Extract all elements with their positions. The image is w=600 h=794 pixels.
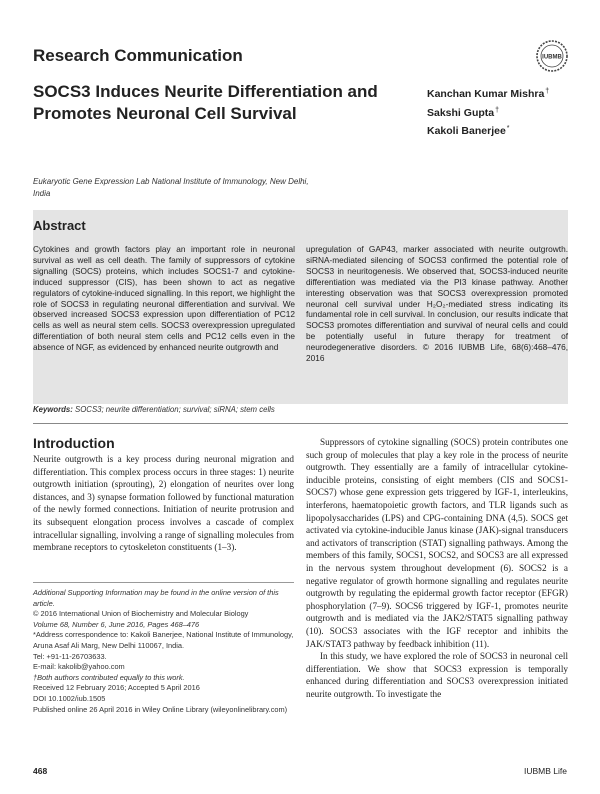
footnote: Published online 26 April 2016 in Wiley Online Library (wileyonlinelibrary.com) [33,704,288,714]
article-title: SOCS3 Induces Neurite Differentiation and Promotes Neuronal Cell Survival [33,82,378,123]
author: Sakshi Gupta† [427,106,500,119]
paragraph: Suppressors of cytokine signalling (SOCS) protein contributes one such group of molecules that play a key role in the process of neurite outgrowth. They essentially are a family of intracellular cytokine-inducible proteins, consisting of eight members (CIS and SOCS1-SOCS7) whose gene expression gets triggered by IGF-1, interleukins, interferons, haematopoietic growth factors, and TLR ligands such as lipopolysaccharides (LPS) and CPG-containing DNA (4,5). SOCS get activated via cytokine-inducible Janus kinase (JAK)-signal transducers and activators of transcription (STAT) signalling pathways. Among the members of this family, SOCS1, SOCS2, and SOCS3 are all expressed in the nervous system throughout development (6). SOCS2 is a negative regulator of growth hormone signalling and regulates neurite outgrowth by regulating the epidermal growth factor receptor (EFGR) phosphorylation (7–9). SOCS6 triggered by IGF-1, promotes neurite outgrowth and is mediated via the JAK2/STAT5 signalling pathway (10). SOCS3 associates with the IGF receptor and inhibits the JAK/STAT3 pathway by feedback inhibition (11). [306,437,568,649]
paragraph: In this study, we have explored the role of SOCS3 in neuronal cell differentiation. We show that SOCS3 expression is temporally enhanced during differentiation and SOCS3 overexpression initiated neurite outgrowth. To investigate the [306,651,568,699]
author-list [427,84,587,140]
introduction-text-right [306,436,568,700]
introduction-text-left: Neurite outgrowth is a key process during neuronal migration and differentiation. This complex process occurs in three stages: 1) neurite outgrowth initiation (sprouting), 2) elongation of neurites over long distances, and 3) synapse formation followed by functional maturation of the newly formed connections. Initiation of neurite protrusion and its subsequent elongation process involves a cascade of complex intracellular signalling, involving a range of signalling molecules from membrane receptors to cytoskeleton constituents (1–3). [33,454,294,553]
journal-name: IUBMB Life [524,766,567,776]
iubmb-logo [536,40,568,72]
author: Kakoli Banerjee* [427,125,510,137]
footnote: DOI 10.1002/iub.1505 [33,693,106,703]
abstract-heading: Abstract [33,218,86,233]
footnote: E-mail: kakolib@yahoo.com [33,662,125,672]
abstract-text-right: upregulation of GAP43, marker associated with neurite outgrowth. siRNA-mediated silencing of SOCS3 confirmed the potential role of SOCS3 in neuritogenesis. We observed that, SOCS3-induced neurite differentiation was mediated via the PI3 kinase pathway. Another interesting observation was that SOCS3 overexpression promoted neuronal cell survival under H₂O₂-mediated stress indicating its fundamental role in cell survival. In conclusion, our results indicate that SOCS3 promotes differentiation and survival of neural cells and could be potentially useful in future therapy for treatment of neurodegenerative disorders. © 2016 IUBMB Life, 68(6):468–476, 2016 [306,244,568,364]
section-label: Research Communication [33,46,243,65]
author: Kanchan Kumar Mishra† [427,88,550,100]
page-number: 468 [33,766,48,776]
footnote: †Both authors contributed equally to this work. [33,672,185,682]
keywords [33,404,568,416]
divider [33,423,568,424]
footnote: Tel: +91-11-26703633. [33,651,107,661]
introduction-heading: Introduction [33,435,115,451]
keywords-value: SOCS3; neurite differentiation; survival; siRNA; stem cells [75,405,275,414]
footnote: Additional Supporting Information may be found in the online version of this article. [33,588,279,608]
affiliation: Eukaryotic Gene Expression Lab National Institute of Immunology, New Delhi, India [33,177,309,198]
footnote: © 2016 International Union of Biochemistry and Molecular Biology [33,609,249,619]
abstract-text-left: Cytokines and growth factors play an important role in neuronal survival as well as cell death. The family of suppressors of cytokine signalling (SOCS) proteins, which includes SOCS1-7 and cytokine-induced suppressor (CIS), has been shown to act as negative regulators of cytokine-induced signalling. In this report, we highlight the role of SOCS3 in regulating neuronal differentiation and survival. We observed increased SOCS3 expression upon differentiation of PC12 cells as well as neural stem cells. SOCS3 overexpression upregulated differentiation of both neural stem cells and PC12 cells even in the absence of NGF, as evidenced by enhanced neurite outgrowth and [33,244,295,353]
footnote: Received 12 February 2016; Accepted 5 April 2016 [33,683,200,693]
footnote-divider [33,582,294,583]
footnote: Volume 68, Number 6, June 2016, Pages 468–476 [33,619,200,629]
logo-text: IUBMB [542,54,562,61]
footnote: *Address correspondence to: Kakoli Banerjee, National Institute of Immunology, Aruna Asaf Ali Marg, New Delhi 110067, India. [33,630,294,650]
keywords-label: Keywords: [33,405,73,414]
footnotes [33,588,295,715]
